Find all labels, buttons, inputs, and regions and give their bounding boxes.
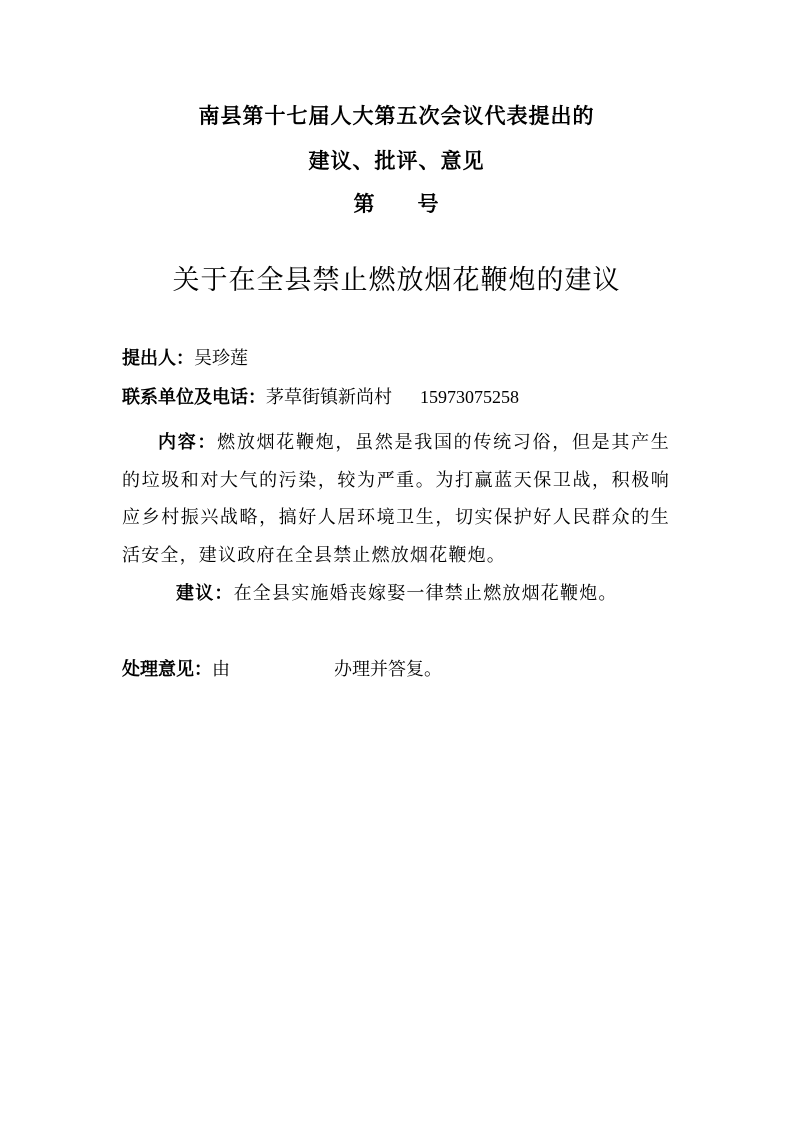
suggestion-text: 在全县实施婚丧嫁娶一律禁止燃放烟花鞭炮。 bbox=[233, 583, 618, 604]
contact-phone: 15973075258 bbox=[420, 387, 519, 407]
contact-field bbox=[122, 383, 519, 412]
suggestion-label: 建议： bbox=[176, 583, 234, 604]
suggestion-paragraph bbox=[176, 580, 618, 608]
content-text: 燃放烟花鞭炮，虽然是我国的传统习俗，但是其产生的垃圾和对大气的污染，较为严重。为打赢蓝天保卫战，积极响应乡村振兴战略，搞好人居环境卫生，切实保护好人民群众的生活安全，建议政府在全县禁止燃放烟花鞭炮。 bbox=[122, 432, 670, 566]
handling-opinion bbox=[122, 656, 442, 684]
contact-label: 联系单位及电话： bbox=[122, 387, 266, 408]
document-number-line bbox=[0, 190, 793, 218]
proposer-field bbox=[122, 345, 248, 373]
document-header-line-1: 南县第十七届人大第五次会议代表提出的 bbox=[198, 104, 595, 128]
handling-label: 处理意见： bbox=[122, 659, 212, 680]
proposer-label: 提出人： bbox=[122, 348, 194, 369]
number-suffix: 号 bbox=[417, 192, 440, 216]
proposer-value: 吴珍莲 bbox=[194, 348, 248, 369]
document-header-line-2: 建议、批评、意见 bbox=[308, 149, 485, 173]
contact-unit: 茅草街镇新尚村 bbox=[266, 387, 392, 408]
proposal-title: 关于在全县禁止燃放烟花鞭炮的建议 bbox=[172, 265, 621, 296]
handling-suffix: 办理并答复。 bbox=[334, 659, 442, 680]
handling-prefix: 由 bbox=[212, 659, 230, 680]
number-prefix: 第 bbox=[353, 192, 376, 216]
content-paragraph bbox=[122, 424, 670, 574]
content-label: 内容： bbox=[158, 432, 218, 453]
